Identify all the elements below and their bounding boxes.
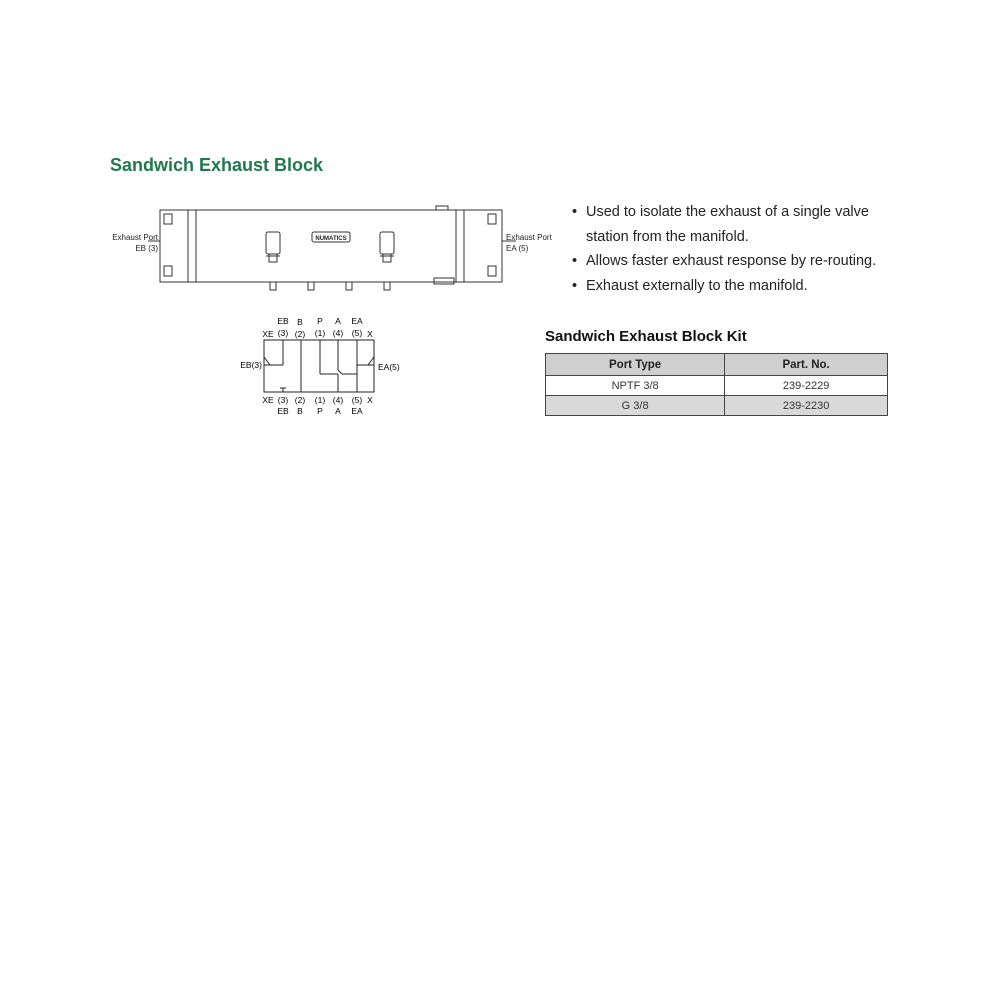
schem-bot-xe: XE (262, 395, 274, 405)
table-header-row (546, 354, 888, 376)
exhaust-schematic (230, 312, 420, 422)
schem-left-label: EB(3) (240, 360, 262, 370)
cell-port-type: G 3/8 (546, 396, 725, 416)
cell-part-no: 239-2229 (725, 376, 888, 396)
table-row (546, 396, 888, 416)
feature-item: • Used to isolate the exhaust of a single valve station from the manifold. (570, 200, 900, 249)
block-drawing (100, 200, 560, 295)
right-port-code: EA (5) (506, 244, 529, 253)
feature-list (570, 200, 900, 298)
schem-top-code-a: A (335, 316, 341, 326)
schem-bot-num-1: (1) (314, 395, 326, 405)
schem-top-num-5: (5) (351, 328, 363, 338)
header-part-no: Part. No. (725, 354, 888, 376)
left-port-label: Exhaust Port (112, 233, 158, 242)
table-row (546, 376, 888, 396)
feature-item: • Allows faster exhaust response by re-routing. (570, 249, 900, 274)
schem-top-num-3: (3) (277, 328, 289, 338)
schem-bot-code-p: P (317, 406, 323, 416)
schem-top-num-2: (2) (294, 329, 306, 339)
schem-bot-num-5: (5) (351, 395, 363, 405)
schem-top-x: X (367, 329, 373, 339)
schem-top-num-4: (4) (332, 328, 344, 338)
logo-text: NUMATICS (315, 236, 347, 242)
schem-bot-code-a: A (335, 406, 341, 416)
schem-top-code-p: P (317, 316, 323, 326)
page-title: Sandwich Exhaust Block (110, 155, 324, 175)
cell-part-no: 239-2230 (725, 396, 888, 416)
schem-top-code-b: B (297, 317, 303, 327)
kit-title: Sandwich Exhaust Block Kit (545, 328, 747, 345)
schem-bot-code-b: B (297, 406, 303, 416)
schem-bot-num-3: (3) (277, 395, 289, 405)
schem-right-label: EA(5) (378, 362, 400, 372)
schem-bot-num-2: (2) (294, 395, 306, 405)
schem-bot-num-4: (4) (332, 395, 344, 405)
schem-bot-code-ea: EA (351, 406, 363, 416)
right-port-label: Exhaust Port (506, 233, 552, 242)
schem-top-num-1: (1) (314, 328, 326, 338)
schem-bot-x: X (367, 395, 373, 405)
schem-top-code-eb: EB (277, 316, 289, 326)
schem-top-code-ea: EA (351, 316, 363, 326)
feature-item: • Exhaust externally to the manifold. (570, 274, 900, 299)
header-port-type: Port Type (546, 354, 725, 376)
kit-table (545, 353, 888, 416)
cell-port-type: NPTF 3/8 (546, 376, 725, 396)
left-port-code: EB (3) (135, 244, 158, 253)
schem-top-xe: XE (262, 329, 274, 339)
schem-bot-code-eb: EB (277, 406, 289, 416)
